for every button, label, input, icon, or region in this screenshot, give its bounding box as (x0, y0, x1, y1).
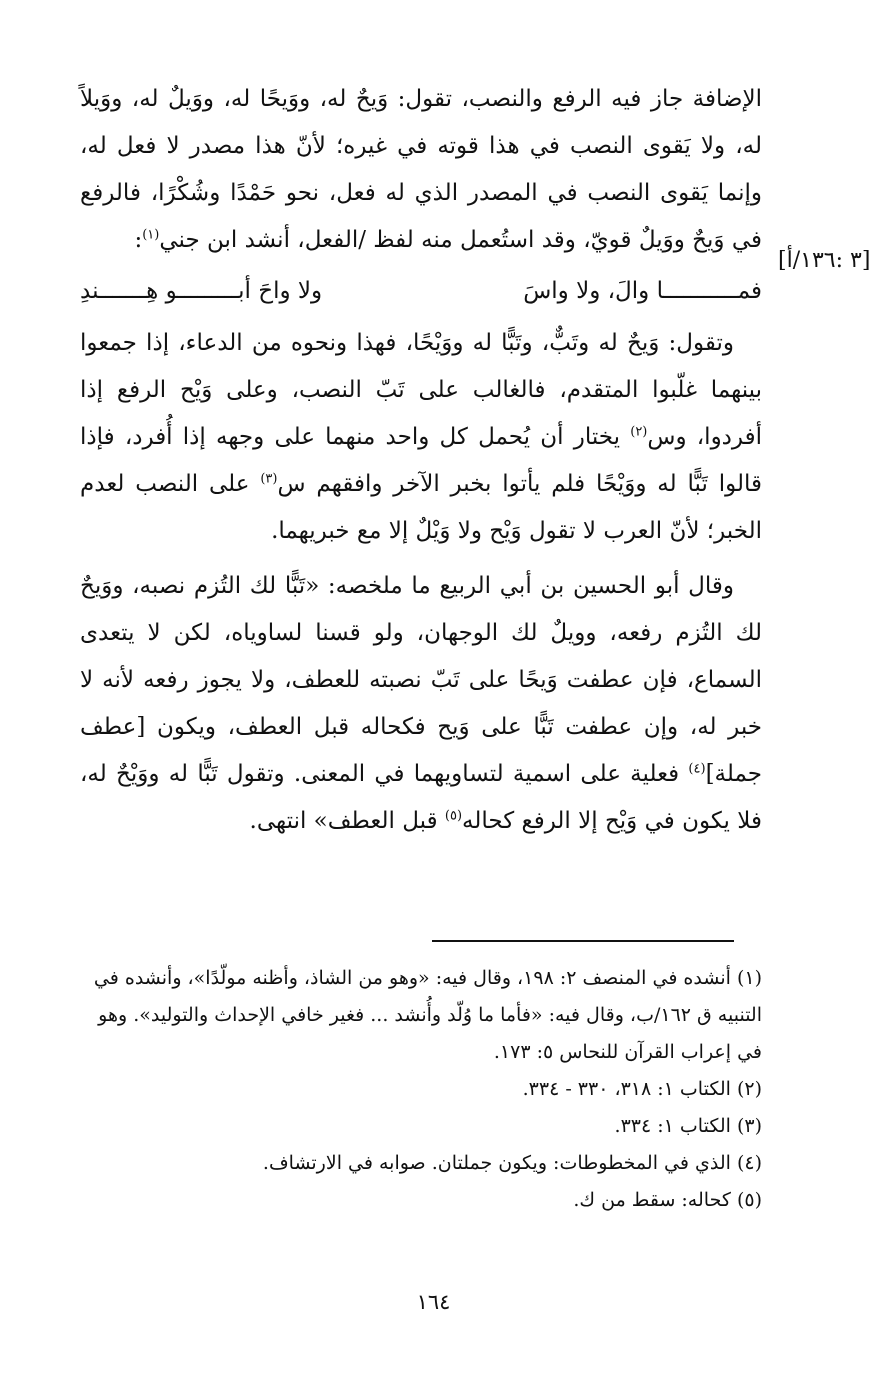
footnote-label: (٢) (736, 1078, 762, 1100)
footnote-text: الكتاب ١: ٣٣٤. (614, 1115, 731, 1137)
footnote-text: الذي في المخطوطات: ويكون جملتان. صوابه في الارتشاف. (262, 1152, 731, 1174)
text-segment: على النصب لعدم الخبر؛ لأنّ العرب لا تقول وَيْح ولا وَيْلٌ إلا مع خبريهما. (80, 471, 762, 544)
text-segment: الإضافة جاز فيه الرفع والنصب، تقول: وَيحٌ له، ووَيحًا له، ووَيلٌ له، ووَيلاً له، ولا يَقوى النصب في هذا قوته في غيره؛ لأنّ هذا مصدر لا فعل له، وإنما يَقوى النصب في المصدر الذي له فعل، نحو حَمْدًا وشُكْرًا، فالرفع في وَيحٌ ووَيلٌ قويّ، وقد استُعمل منه لفظ /الفعل، أنشد ابن جني (80, 86, 762, 253)
footnote-label: (٤) (736, 1152, 762, 1174)
main-text (80, 76, 762, 853)
paragraph-2 (80, 320, 762, 555)
text-segment: قبل العطف» انتهى. (249, 808, 445, 834)
page-number: ١٦٤ (416, 1290, 451, 1314)
footnote-separator (432, 940, 734, 942)
footnote-ref-3[interactable]: (٣) (260, 471, 278, 487)
footnote-1 (80, 960, 762, 1071)
verse-first-hemistich: فمـــــــــــا والَ، ولا واسَ (523, 278, 762, 304)
footnote-2 (80, 1071, 762, 1108)
footnote-label: (٣) (736, 1115, 762, 1137)
footnote-ref-2[interactable]: (٢) (630, 424, 648, 440)
paragraph-1 (80, 76, 762, 264)
poetry-verse (80, 268, 762, 314)
footnote-label: (٥) (736, 1189, 762, 1211)
text-segment: وقال أبو الحسين بن أبي الربيع ما ملخصه: «تَبًّا لك التُزم نصبه، ووَيحٌ لك التُزم رفعه، وويلٌ لك الوجهان، ولو قسنا لساوياه، لكن لا يتعدى السماع، فإن عطفت وَيحًا على تَبّ نصبته للعطف، ولا يجوز رفعه لأنه لا خبر له، وإن عطفت تَبًّا على وَيح فكحاله قبل العطف، ويكون [عطف جملة] (80, 573, 762, 787)
text-segment: وتقول: وَيحٌ له وتَبٌّ، وتَبًّا له ووَيْحًا، فهذا ونحوه من الدعاء، إذا جمعوا بينهما غلّبوا المتقدم، فالغالب على تَبّ النصب، وعلى وَيْح الرفع إذا أفردوا، وس (80, 330, 762, 450)
footnote-text: الكتاب ١: ٣١٨، ٣٣٠ - ٣٣٤. (522, 1078, 731, 1100)
footnote-3 (80, 1108, 762, 1145)
footnote-ref-4[interactable]: (٤) (688, 761, 706, 777)
footnote-text: أنشده في المنصف ٢: ١٩٨، وقال فيه: «وهو من الشاذ، وأظنه مولّدًا»، وأنشده في التنبيه ق ١٦٢/ب، وقال فيه: «فأما ما وُلّد وأُنشد ... فغير خافي الإحداث والتوليد». وهو في إعراب القرآن للنحاس ٥: ١٧٣. (93, 967, 762, 1063)
footnote-4 (80, 1145, 762, 1182)
margin-folio-reference: [٣ :١٣٦/أ] (778, 248, 870, 273)
footnote-5 (80, 1182, 762, 1219)
paragraph-3 (80, 563, 762, 845)
verse-second-hemistich: ولا واحَ أبـــــــــو هِـــــــندِ (80, 278, 323, 304)
footnote-ref-5[interactable]: (٥) (444, 808, 463, 824)
footnotes-section (80, 960, 762, 1219)
text-segment: : (134, 227, 143, 253)
footnote-label: (١) (736, 967, 762, 989)
text-segment: فعلية على اسمية لتساويهما في المعنى. وتقول تَبًّا له ووَيْحٌ له، فلا يكون في وَيْح إلا الرفع كحاله (80, 761, 762, 834)
footnote-ref-1[interactable]: (١) (142, 227, 160, 243)
footnote-text: كحاله: سقط من ك. (573, 1189, 731, 1211)
text-segment: يختار أن يُحمل كل واحد منهما على وجهه إذا أُفرد، فإذا قالوا تَبًّا له ووَيْحًا فلم يأتوا بخبر الآخر وافقهم س (80, 424, 762, 497)
